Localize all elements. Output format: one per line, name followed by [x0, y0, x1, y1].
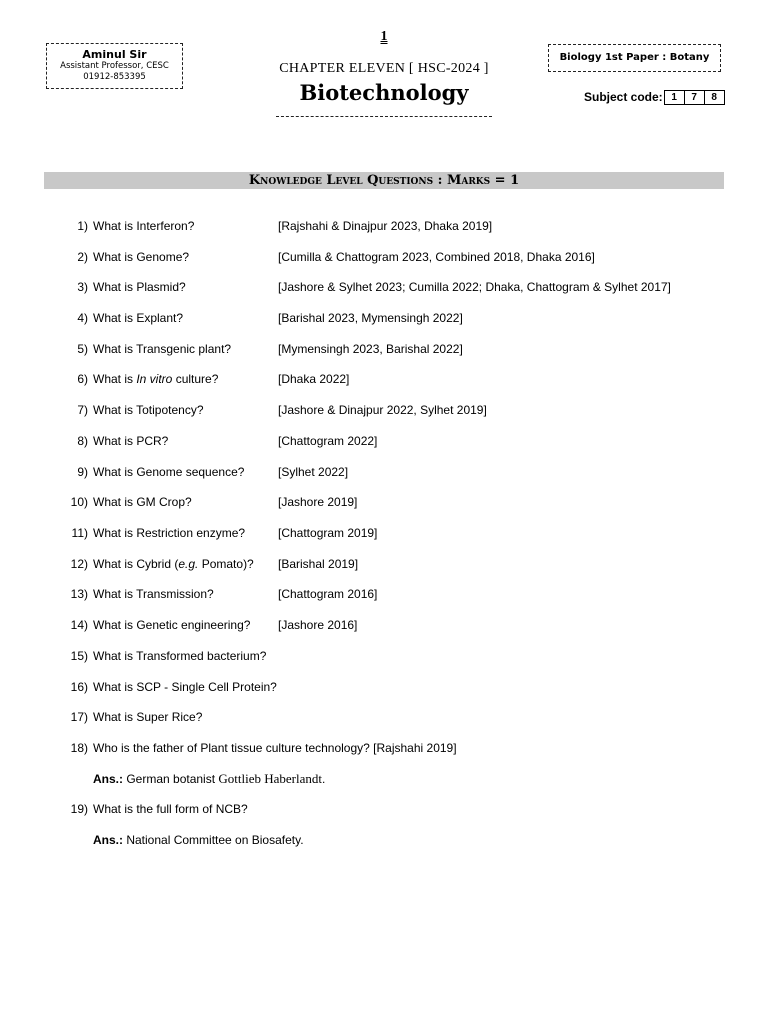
- question-item: [0, 800, 768, 818]
- chapter-line: CHAPTER ELEVEN [ HSC-2024 ]: [279, 61, 489, 76]
- question-reference: [Barishal 2023, Mymensingh 2022]: [278, 311, 463, 325]
- question-number: 1): [77, 219, 88, 233]
- question-reference: [Chattogram 2022]: [278, 434, 378, 448]
- author-name: Aminul Sir: [82, 48, 147, 61]
- question-item: [0, 585, 768, 603]
- question-item: [0, 524, 768, 542]
- question-text: What is GM Crop?: [93, 495, 192, 509]
- answer: Ans.: German botanist Gottlieb Haberlandt.: [93, 771, 326, 786]
- answer-label: Ans.:: [93, 772, 123, 786]
- question-text: What is Genome?: [93, 250, 190, 264]
- answer-label: Ans.:: [93, 833, 123, 847]
- question-number: 8): [77, 434, 88, 448]
- question-reference: [Mymensingh 2023, Barishal 2022]: [278, 342, 463, 356]
- question-text: What is Super Rice?: [93, 710, 203, 724]
- question-reference: [Dhaka 2022]: [278, 372, 350, 386]
- question-text: Who is the father of Plant tissue culture technology? [Rajshahi 2019]: [93, 741, 457, 755]
- question-reference: [Rajshahi & Dinajpur 2023, Dhaka 2019]: [278, 219, 493, 233]
- question-reference: [Jashore 2019]: [278, 495, 358, 509]
- question-number: 13): [70, 587, 88, 601]
- question-text: What is Transformed bacterium?: [93, 649, 267, 663]
- question-text: What is In vitro culture?: [93, 372, 219, 386]
- question-reference: [Chattogram 2016]: [278, 587, 378, 601]
- question-item: [0, 217, 768, 235]
- question-text: What is Restriction enzyme?: [93, 526, 246, 540]
- question-reference: [Chattogram 2019]: [278, 526, 378, 540]
- question-text: What is Totipotency?: [93, 403, 204, 417]
- question-text: What is Genetic engineering?: [93, 618, 251, 632]
- question-text: What is Genome sequence?: [93, 465, 245, 479]
- question-number: 15): [70, 649, 88, 663]
- question-number: 16): [70, 680, 88, 694]
- question-italic-term: In vitro: [136, 372, 173, 386]
- question-number: 10): [70, 495, 88, 509]
- question-item: [0, 248, 768, 266]
- subject-code-label: Subject code:: [584, 90, 663, 104]
- subject-code-digit: 8: [704, 90, 725, 105]
- question-text: What is Transmission?: [93, 587, 214, 601]
- question-text: What is PCR?: [93, 434, 169, 448]
- question-reference: [Jashore & Sylhet 2023; Cumilla 2022; Dhaka, Chattogram & Sylhet 2017]: [278, 280, 671, 294]
- question-text: What is SCP - Single Cell Protein?: [93, 680, 277, 694]
- question-reference: [Barishal 2019]: [278, 557, 359, 571]
- author-phone: 01912-853395: [83, 72, 146, 82]
- question-number: 4): [77, 311, 88, 325]
- question-item: [0, 463, 768, 481]
- question-number: 3): [77, 280, 88, 294]
- question-item: [0, 370, 768, 388]
- author-title: Assistant Professor, CESC: [60, 61, 169, 71]
- question-item: [0, 340, 768, 358]
- question-reference: [Jashore & Dinajpur 2022, Sylhet 2019]: [278, 403, 487, 417]
- question-text: What is Interferon?: [93, 219, 195, 233]
- question-text: What is the full form of NCB?: [93, 802, 248, 816]
- question-italic-term: e.g.: [178, 557, 199, 571]
- question-number: 5): [77, 342, 88, 356]
- question-item: [0, 555, 768, 573]
- page-number: 1: [380, 29, 388, 44]
- section-heading: Knowledge Level Questions : Marks = 1: [44, 172, 724, 189]
- chapter-title: Biotechnology: [299, 80, 469, 105]
- question-item: [0, 708, 768, 726]
- question-item: [0, 647, 768, 665]
- question-item: [0, 616, 768, 634]
- question-item: [0, 309, 768, 327]
- subject-code-digit: 1: [664, 90, 685, 105]
- question-number: 9): [77, 465, 88, 479]
- question-number: 19): [70, 802, 88, 816]
- question-text: What is Plasmid?: [93, 280, 186, 294]
- question-number: 7): [77, 403, 88, 417]
- question-item: [0, 739, 768, 757]
- question-number: 18): [70, 741, 88, 755]
- subject-code-digit: 7: [684, 90, 705, 105]
- question-item: [0, 278, 768, 296]
- question-item: [0, 493, 768, 511]
- answer-name: Gottlieb Haberlandt: [218, 771, 322, 786]
- question-item: [0, 432, 768, 450]
- question-reference: [Sylhet 2022]: [278, 465, 349, 479]
- question-text: What is Transgenic plant?: [93, 342, 232, 356]
- question-item: [0, 401, 768, 419]
- question-text: What is Explant?: [93, 311, 184, 325]
- question-number: 14): [70, 618, 88, 632]
- question-text: What is Cybrid (e.g. Pomato)?: [93, 557, 254, 571]
- question-number: 11): [71, 526, 88, 540]
- question-number: 2): [77, 250, 88, 264]
- question-item: [0, 678, 768, 696]
- answer: Ans.: National Committee on Biosafety.: [93, 833, 304, 847]
- question-reference: [Jashore 2016]: [278, 618, 358, 632]
- question-number: 6): [77, 372, 88, 386]
- question-number: 12): [70, 557, 88, 571]
- paper-box: Biology 1st Paper : Botany: [548, 44, 721, 72]
- question-number: 17): [70, 710, 88, 724]
- question-reference: [Cumilla & Chattogram 2023, Combined 2018, Dhaka 2016]: [278, 250, 595, 264]
